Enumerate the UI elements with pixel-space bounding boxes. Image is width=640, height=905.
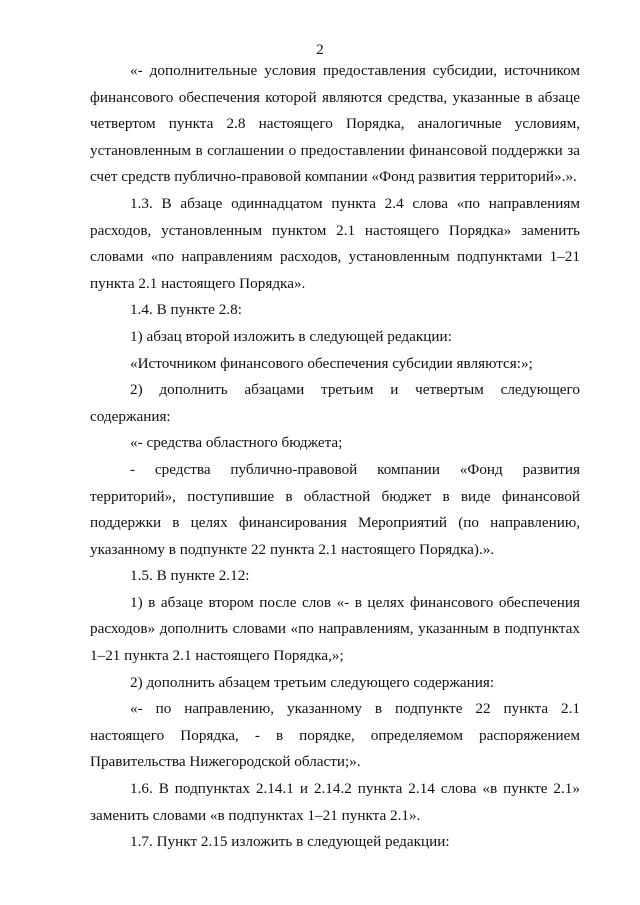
paragraph-1-5: 1.5. В пункте 2.12: [130, 567, 250, 585]
paragraph-1-7: 1.7. Пункт 2.15 изложить в следующей редакции: [130, 833, 450, 851]
paragraph-1-3: 1.3. В абзаце одиннадцатом пункта 2.4 слова «по направлениям расходов, установленным пунктом 2.1 настоящего Порядка» заменить словами «по направлениям расходов, установленным подпунктами 1–21 пункта 2.1 настоящего Порядка». [90, 194, 580, 292]
paragraph-additional-conditions: «- дополнительные условия предоставления субсидии, источником финансового обеспечения которой являются средства, указанные в абзаце четвертом пункта 2.8 настоящего Порядка, аналогичные условиям, установленным в соглашении о предоставлении финансовой поддержки за счет средств публично-правовой компании «Фонд развития территорий».». [90, 62, 580, 186]
paragraph-1-5-item-1: 1) в абзаце втором после слов «- в целях финансового обеспечения расходов» дополнить словами «по направлениям, указанным в подпунктах 1–21 пункта 2.1 настоящего Порядка,»; [90, 593, 580, 665]
paragraph-1-4-item-2: 2) дополнить абзацами третьим и четвертым следующего содержания: [90, 381, 580, 425]
paragraph-direction-22: «- по направлению, указанному в подпункте 22 пункта 2.1 настоящего Порядка, - в порядке, определяемом распоряжением Правительства Нижегородской области;». [90, 700, 580, 771]
paragraph-regional-budget: «- средства областного бюджета; [130, 434, 343, 452]
document-body [90, 58, 580, 856]
paragraph-1-4-item-1: 1) абзац второй изложить в следующей редакции: [130, 327, 452, 345]
page-number: 2 [316, 42, 324, 58]
paragraph-1-5-item-2: 2) дополнить абзацем третьим следующего содержания: [130, 673, 495, 691]
paragraph-1-4: 1.4. В пункте 2.8: [130, 301, 242, 319]
paragraph-fund-funds: - средства публично-правовой компании «Фонд развития территорий», поступившие в областной бюджет в виде финансовой поддержки в целях финансирования Мероприятий (по направлению, указанному в подпункте 22 пункта 2.1 настоящего Порядка).». [90, 460, 580, 558]
paragraph-1-6: 1.6. В подпунктах 2.14.1 и 2.14.2 пункта 2.14 слова «в пункте 2.1» заменить словами «в подпунктах 1–21 пункта 2.1». [90, 780, 580, 824]
paragraph-1-4-quote: «Источником финансового обеспечения субсидии являются:»; [130, 354, 533, 372]
